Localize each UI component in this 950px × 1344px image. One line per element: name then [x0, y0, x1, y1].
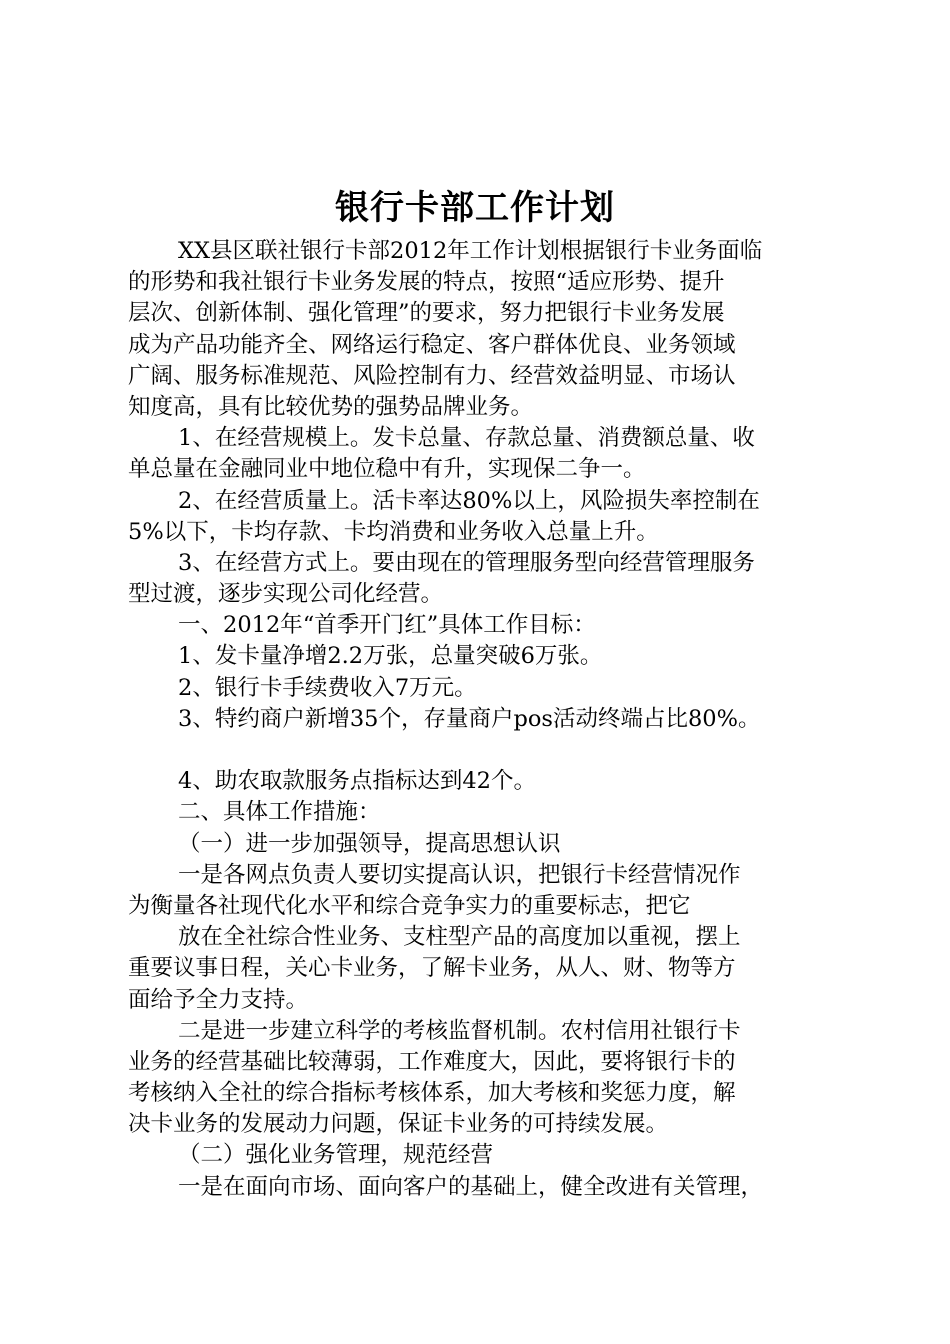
section-heading: 一、2012年“首季开门红”具体工作目标：: [178, 612, 596, 639]
paragraph-line: 3、在经营方式上。要由现在的管理服务型向经营管理服务: [178, 549, 755, 576]
document-title: 银行卡部工作计划: [335, 188, 615, 228]
paragraph-line: 5%以下，卡均存款、卡均消费和业务收入总量上升。: [128, 518, 659, 545]
paragraph-line: 一是在面向市场、面向客户的基础上，健全改进有关管理，: [178, 1173, 764, 1200]
paragraph-line: 单总量在金融同业中地位稳中有升，实现保二争一。: [128, 456, 646, 483]
paragraph-line: 二是进一步建立科学的考核监督机制。农村信用社银行卡: [178, 1017, 741, 1044]
list-item: 1、发卡量净增2.2万张，总量突破6万张。: [178, 643, 603, 670]
paragraph-line: 一是各网点负责人要切实提高认识，把银行卡经营情况作: [178, 861, 741, 888]
paragraph-line: 成为产品功能齐全、网络运行稳定、客户群体优良、业务领域: [128, 331, 736, 358]
paragraph-line: 层次、创新体制、强化管理”的要求，努力把银行卡业务发展: [128, 300, 725, 327]
list-item: 3、特约商户新增35个，存量商户pos活动终端占比80%。: [178, 705, 761, 732]
paragraph-line: 决卡业务的发展动力问题，保证卡业务的可持续发展。: [128, 1111, 669, 1138]
paragraph-line: 重要议事日程，关心卡业务，了解卡业务，从人、财、物等方: [128, 955, 736, 982]
paragraph-line: 型过渡，逐步实现公司化经营。: [128, 581, 444, 608]
paragraph-line: XX县区联社银行卡部2012年工作计划根据银行卡业务面临: [178, 238, 763, 264]
subsection-heading: （一）进一步加强领导，提高思想认识: [178, 830, 561, 857]
paragraph-line: 的形势和我社银行卡业务发展的特点，按照“适应形势、提升: [128, 269, 725, 296]
paragraph-line: 面给予全力支持。: [128, 986, 309, 1013]
paragraph-line: 广阔、服务标准规范、风险控制有力、经营效益明显、市场认: [128, 362, 736, 389]
paragraph-line: 1、在经营规模上。发卡总量、存款总量、消费额总量、收: [178, 425, 755, 452]
paragraph-line: 业务的经营基础比较薄弱，工作难度大，因此，要将银行卡的: [128, 1048, 736, 1075]
blank-line: [128, 735, 838, 766]
paragraph-line: 考核纳入全社的综合指标考核体系，加大考核和奖惩力度，解: [128, 1080, 736, 1107]
section-heading: 二、具体工作措施：: [178, 799, 381, 826]
subsection-heading: （二）强化业务管理，规范经营: [178, 1142, 494, 1169]
paragraph-line: 知度高，具有比较优势的强势品牌业务。: [128, 393, 534, 420]
paragraph-line: 放在全社综合性业务、支柱型产品的高度加以重视，摆上: [178, 924, 741, 951]
paragraph-line: 2、在经营质量上。活卡率达80%以上，风险损失率控制在: [178, 487, 760, 514]
list-item: 4、助农取款服务点指标达到42个。: [178, 768, 536, 795]
document-body: [128, 236, 838, 1203]
paragraph-line: 为衡量各社现代化水平和综合竞争实力的重要标志，把它: [128, 892, 691, 919]
list-item: 2、银行卡手续费收入7万元。: [178, 674, 477, 701]
